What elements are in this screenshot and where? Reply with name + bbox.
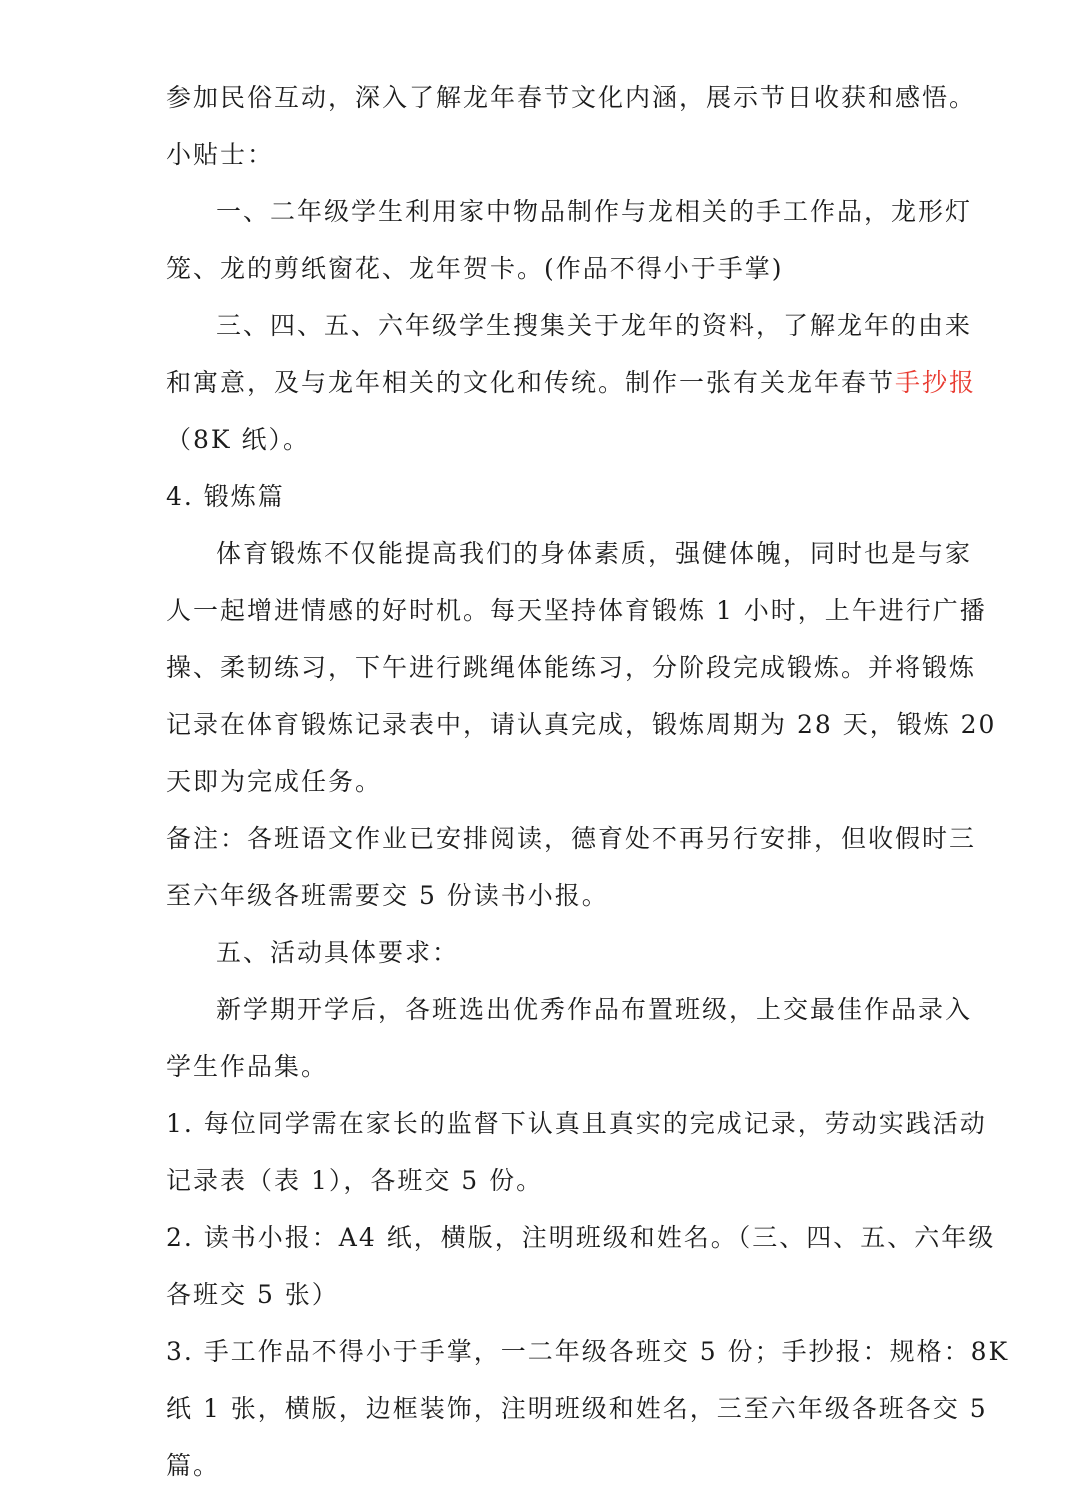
list-item: 纸 1 张，横版，边框装饰，注明班级和姓名，三至六年级各班各交 5 — [166, 1394, 988, 1423]
text-line: 天即为完成任务。 — [166, 767, 383, 796]
highlighted-term: 手抄报 — [895, 368, 977, 397]
text-line: 学生作品集。 — [166, 1052, 329, 1081]
text-segment: 和寓意，及与龙年相关的文化和传统。制作一张有关龙年春节 — [166, 368, 896, 397]
text-line: 体育锻炼不仅能提高我们的身体素质，强健体魄，同时也是与家 — [216, 539, 973, 568]
list-item: 各班交 5 张） — [166, 1280, 339, 1309]
tips-heading: 小贴士： — [166, 140, 275, 169]
section-heading: 4. 锻炼篇 — [166, 482, 285, 511]
text-line: 笼、龙的剪纸窗花、龙年贺卡。(作品不得小于手掌) — [166, 254, 784, 283]
list-item: 1. 每位同学需在家长的监督下认真且真实的完成记录，劳动实践活动 — [166, 1109, 987, 1138]
note-line: 备注：各班语文作业已安排阅读，德育处不再另行安排，但收假时三 — [166, 824, 977, 853]
text-line: 新学期开学后，各班选出优秀作品布置班级，上交最佳作品录入 — [216, 995, 973, 1024]
text-line — [166, 363, 976, 403]
text-line: 记录在体育锻炼记录表中，请认真完成，锻炼周期为 28 天，锻炼 20 — [166, 710, 997, 739]
note-line: 至六年级各班需要交 5 份读书小报。 — [166, 881, 609, 910]
text-line: 三、四、五、六年级学生搜集关于龙年的资料，了解龙年的由来 — [216, 311, 973, 340]
text-line: （8K 纸）。 — [166, 425, 311, 454]
text-line: 一、二年级学生利用家中物品制作与龙相关的手工作品，龙形灯 — [216, 197, 973, 226]
section-heading: 五、活动具体要求： — [216, 938, 460, 967]
list-item: 3. 手工作品不得小于手掌，一二年级各班交 5 份；手抄报：规格：8K — [166, 1337, 1010, 1366]
text-line: 人一起增进情感的好时机。每天坚持体育锻炼 1 小时，上午进行广播 — [166, 596, 987, 625]
text-line: 操、柔韧练习，下午进行跳绳体能练习，分阶段完成锻炼。并将锻炼 — [166, 653, 977, 682]
text-line: 参加民俗互动，深入了解龙年春节文化内涵，展示节日收获和感悟。 — [166, 83, 977, 112]
list-item: 2. 读书小报：A4 纸，横版，注明班级和姓名。（三、四、五、六年级 — [166, 1223, 996, 1252]
list-item: 篇。 — [166, 1451, 221, 1480]
list-item: 记录表（表 1），各班交 5 份。 — [166, 1166, 544, 1195]
